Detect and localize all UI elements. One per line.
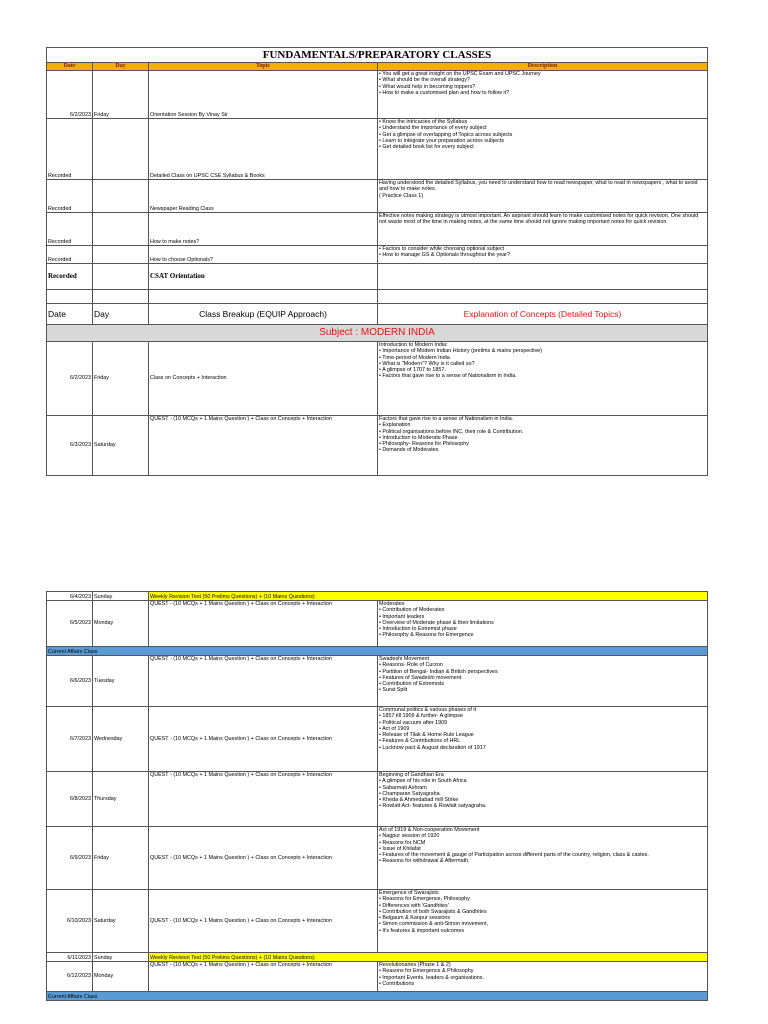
- row-topic: QUEST - (10 MCQs + 1 Mains Question ) + Class on Concepts + Interaction: [149, 827, 378, 890]
- row-description: • Factors to consider while choosing optional subject • How to manage GS & Optionals throughout the year?: [379, 246, 511, 259]
- table-row: [47, 992, 708, 1001]
- table-row: [47, 953, 708, 962]
- row-description: Factors that gave rise to a sense of Nationalism in India. • Explanation • Political organisations before INC, their role & Contribution. • Introduction to Moderate Phase • Philosophy- Reasons for Philosophy • Demands of Moderates: [379, 416, 524, 454]
- row-day: [93, 119, 149, 180]
- table-row: [47, 647, 708, 656]
- row-topic: QUEST - (10 MCQs + 1 Mains Question ) + Class on Concepts + Interaction: [149, 772, 378, 827]
- row-date: 6/9/2023: [47, 827, 93, 890]
- table-row: [47, 592, 708, 601]
- col-header-date: Date: [47, 304, 93, 325]
- row-day: Friday: [93, 71, 149, 119]
- row-description: Having understood the detailed Syllabus, you need to understand how to read newspaper, what to read in newspapers , what to avoid and how to make notes. ( Practice Class 1): [379, 180, 698, 199]
- prep-classes-table: [46, 47, 708, 476]
- row-topic: QUEST - (10 MCQs + 1 Mains Question ) + Class on Concepts + Interaction: [149, 962, 378, 992]
- table-row: [47, 772, 708, 827]
- table-row: [47, 342, 708, 416]
- table-row: [47, 827, 708, 890]
- row-day: Sunday: [93, 592, 149, 601]
- table-row: [47, 962, 708, 992]
- row-topic: QUEST - (10 MCQs + 1 Mains Question ) + Class on Concepts + Interaction: [149, 601, 378, 647]
- schedule-table: [46, 591, 708, 1001]
- row-day: [93, 213, 149, 246]
- table-row: [47, 264, 708, 290]
- row-date: 6/6/2023: [47, 656, 93, 707]
- row-topic: QUEST - (10 MCQs + 1 Mains Question ) + Class on Concepts + Interaction: [149, 416, 378, 476]
- row-date: 6/10/2023: [47, 890, 93, 953]
- row-date: 6/2/2023: [47, 71, 93, 119]
- row-description: Beginning of Gandhian Era • A glimpse of his role in South Africa • Sabarmati Ashram • Champaran Satyagraha • Kheda & Ahmedabad mill Strike • Rowlatt Act- features & Rowlatt satyagraha.: [379, 772, 487, 810]
- table-row: [47, 416, 708, 476]
- col-header-explanation: Explanation of Concepts (Detailed Topics): [378, 304, 708, 325]
- col-header-date: Date: [47, 63, 93, 71]
- row-description: • Know the intricacies of the Syllabus • Understand the importance of every subject • Get a glimpse of overlapping of Topics across subjects • Learn to integrate your preparation across subjects • Get detailed book list for every subject: [379, 119, 513, 151]
- row-date: Recorded: [47, 213, 93, 246]
- spacer-row: [47, 290, 708, 304]
- row-topic: Detailed Class on UPSC CSE Syllabus & Books: [149, 119, 378, 180]
- row-day: Thursday: [93, 772, 149, 827]
- row-topic: Orientation Session By Vinay Sir: [149, 71, 378, 119]
- current-affairs-label: Current Affairs Class: [47, 992, 708, 1001]
- col-header-class-breakup: Class Breakup (EQUIP Approach): [149, 304, 378, 325]
- row-date: Recorded: [47, 180, 93, 213]
- table-row: [47, 180, 708, 213]
- sheet-title: FUNDAMENTALS/PREPARATORY CLASSES: [47, 48, 708, 63]
- row-description: Emergence of Swarajists • Reasons for Emergence, Philosophy • Differences with 'Gandhites' • Contribution of both Swarajists & Gandhites • Belgaum & Kanpur sessions • Simon commission & anti-Simon movement, • It's features & important outcomes: [379, 890, 489, 934]
- table-row: [47, 707, 708, 772]
- table-row: [47, 71, 708, 119]
- row-date: 6/3/2023: [47, 416, 93, 476]
- modern-header-row: [47, 304, 708, 325]
- current-affairs-label: Current Affairs Class: [47, 647, 708, 656]
- row-date: 6/8/2023: [47, 772, 93, 827]
- row-date: Recorded: [47, 119, 93, 180]
- row-day: Sunday: [93, 953, 149, 962]
- row-description: • You will get a great insight on the UPSC Exam and UPSC Journey • What should be the overall strategy? • What would help in becoming toppers? • How to make a customised plan and how to follow it?: [379, 71, 541, 96]
- row-day: [93, 180, 149, 213]
- row-day: Friday: [93, 827, 149, 890]
- row-date: Recorded: [47, 246, 93, 264]
- row-date: 6/2/2023: [47, 342, 93, 416]
- row-topic: CSAT Orientation: [149, 264, 378, 290]
- row-topic: QUEST - (10 MCQs + 1 Mains Question ) + Class on Concepts + Interaction: [149, 890, 378, 953]
- weekly-test-label: Weekly Revision Test (50 Prelims Questions) + (10 Mains Questions): [149, 953, 708, 962]
- row-day: Saturday: [93, 890, 149, 953]
- row-description: Moderates • Contribution of Moderates • Important leaders • Overview of Moderate phase & their limitations • Introduction to Extremist phase • Philosophy & Reasons for Emergence: [379, 601, 494, 639]
- table-row: [47, 890, 708, 953]
- row-day: Monday: [93, 601, 149, 647]
- col-header-description: Description: [378, 63, 708, 71]
- row-description: Revolutionaries (Phase 1 & 2) • Reasons for Emergence & Philosophy • Important Events, leaders & organisations. • Contributions: [379, 962, 484, 987]
- row-description: Effective notes making strategy is utmost important. An aspirant should learn to make customised notes for quick revision. One should not waste most of the time in making notes, at the same time should not ignore making important notes for quick revision: [379, 213, 700, 226]
- row-description: Act of 1919 & Non-cooperation Movement • Nagpur session of 1920 • Reasons for NCM • Issue of Khilafat • Features of the movement & gauge of Participation across different parts of the country, religion, class & castes. • Reasons for withdrawal & Aftermath.: [379, 827, 649, 865]
- row-topic: How to choose Optionals?: [149, 246, 378, 264]
- table-row: [47, 656, 708, 707]
- row-day: Tuesday: [93, 656, 149, 707]
- row-day: Wednesday: [93, 707, 149, 772]
- row-date: 6/7/2023: [47, 707, 93, 772]
- row-description: Introduction to Modern India: • Importance of Modern Indian History (prelims & mains perspective) • Time-period of Modern India • What is "Modern"? Why is it called so? • A glimpse of 1707 to 1857. • Factors that gave rise to a sense of Nationalism in India.: [379, 342, 543, 380]
- row-topic: Newspaper Reading Class: [149, 180, 378, 213]
- col-header-day: Day: [93, 63, 149, 71]
- row-description: Communal politics & various phases of it • 1857 till 1909 & further- A glimpse • Political vacuum after 1909 • Act of 1909 • Release of Tilak & Home Rule League • Features & Contributions of HRL • Lucknow pact & August declaration of 1917: [379, 707, 486, 751]
- row-day: Saturday: [93, 416, 149, 476]
- row-topic: QUEST - (10 MCQs + 1 Mains Question ) + Class on Concepts + Interaction: [149, 707, 378, 772]
- row-topic: Class on Concepts + Interaction: [149, 342, 378, 416]
- table-row: [47, 601, 708, 647]
- prep-classes-sheet: [46, 47, 707, 476]
- row-date: 6/11/2023: [47, 953, 93, 962]
- row-day: Monday: [93, 962, 149, 992]
- row-date: Recorded: [47, 264, 93, 290]
- row-description: Swadeshi Movement • Reasons- Role of Curzon • Partition of Bengal- Indian & British perspectives • Features of Swadeshi movement • Contribution of Extremists • Surat Split: [379, 656, 498, 694]
- row-day: Friday: [93, 342, 149, 416]
- row-date: 6/4/2023: [47, 592, 93, 601]
- col-header-day: Day: [93, 304, 149, 325]
- row-day: [93, 246, 149, 264]
- table-row: [47, 213, 708, 246]
- weekly-test-label: Weekly Revision Test (50 Prelims Questions) + (10 Mains Questions): [149, 592, 708, 601]
- row-topic: QUEST - (10 MCQs + 1 Mains Question ) + Class on Concepts + Interaction: [149, 656, 378, 707]
- row-date: 6/12/2023: [47, 962, 93, 992]
- row-topic: How to make notes?: [149, 213, 378, 246]
- col-header-topic: Topic: [149, 63, 378, 71]
- subject-banner: Subject : MODERN INDIA: [47, 325, 708, 342]
- schedule-sheet: [46, 591, 707, 1001]
- table-row: [47, 246, 708, 264]
- table-row: [47, 119, 708, 180]
- row-day: [93, 264, 149, 290]
- row-date: 6/5/2023: [47, 601, 93, 647]
